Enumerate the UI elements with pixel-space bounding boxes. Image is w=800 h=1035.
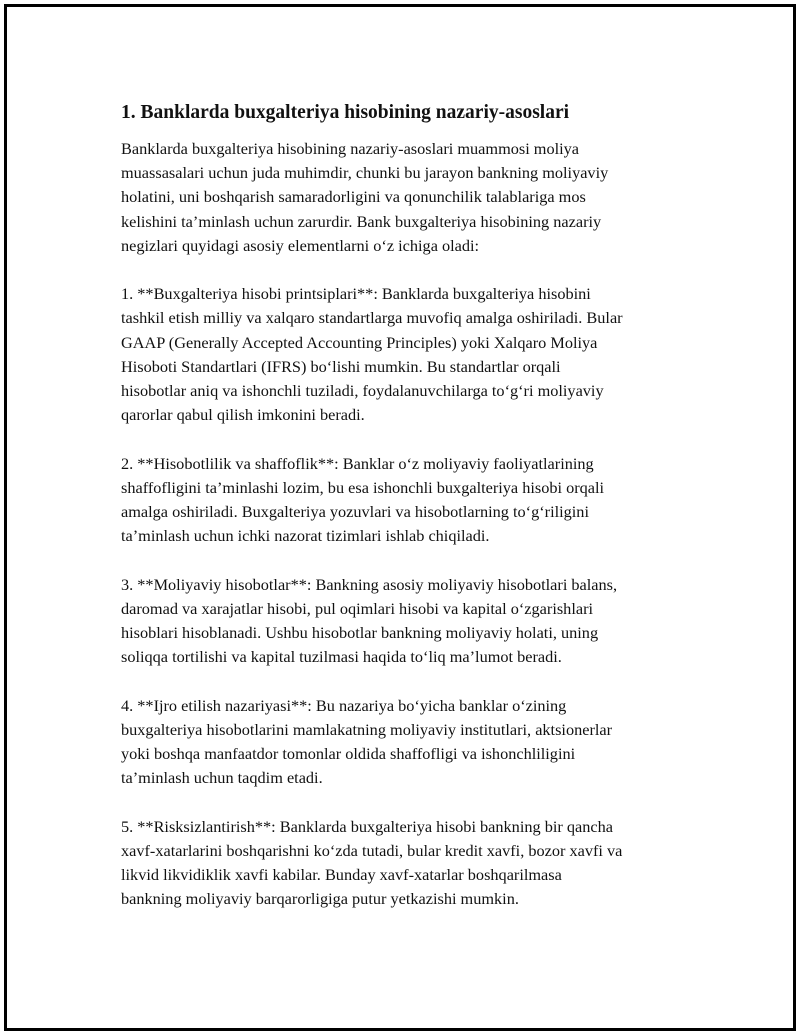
text-line: 5. **Risksizlantirish**: Banklarda buxgalteriya hisobi bankning bir qancha xyxy=(121,816,613,836)
text-line: soliqqa tortilishi va kapital tuzilmasi haqida toʻliq maʼlumot beradi. xyxy=(121,647,562,667)
text-line: hisoblari hisoblanadi. Ushbu hisobotlar bankning moliyaviy holati, uning xyxy=(121,623,599,643)
paragraph-item-4 xyxy=(121,694,701,791)
text-line: xavf-xatarlarini boshqarishni koʻzda tutadi, bular kredit xavfi, bozor xavfi va xyxy=(121,840,623,860)
text-line: daromad va xarajatlar hisobi, pul oqimlari hisobi va kapital oʻzgarishlari xyxy=(121,598,594,618)
paragraph-item-3 xyxy=(121,573,701,670)
text-line: hisobotlar aniq va ishonchli tuziladi, foydalanuvchilarga toʻgʻri moliyaviy xyxy=(121,381,604,401)
text-line: likvid likvidiklik xavfi kabilar. Bunday xavf-xatarlar boshqarilmasa xyxy=(121,865,562,885)
paragraph-intro xyxy=(121,137,701,258)
text-line: 2. **Hisobotlilik va shaffoflik**: Banklar oʻz moliyaviy faoliyatlarining xyxy=(121,453,594,473)
text-line: 3. **Moliyaviy hisobotlar**: Bankning asosiy moliyaviy hisobotlari balans, xyxy=(121,574,618,594)
text-line: muassasalari uchun juda muhimdir, chunki bu jarayon bankning moliyaviy xyxy=(121,163,609,183)
text-line: yoki boshqa manfaatdor tomonlar oldida shaffofligi va ishonchliligini xyxy=(121,744,576,764)
text-line: GAAP (Generally Accepted Accounting Principles) yoki Xalqaro Moliya xyxy=(121,332,598,352)
text-line: negizlari quyidagi asosiy elementlarni oʻz ichiga oladi: xyxy=(121,235,480,255)
text-line: 4. **Ijro etilish nazariyasi**: Bu nazariya boʻyicha banklar oʻzining xyxy=(121,695,567,715)
text-line: tashkil etish milliy va xalqaro standartlarga muvofiq amalga oshiriladi. Bular xyxy=(121,308,623,328)
text-line: Banklarda buxgalteriya hisobining nazariy-asoslari muammosi moliya xyxy=(121,139,580,158)
paragraph-item-1 xyxy=(121,282,701,427)
text-line: taʼminlash uchun taqdim etadi. xyxy=(121,768,323,788)
page-frame xyxy=(4,4,796,1031)
text-line: taʼminlash uchun ichki nazorat tizimlari ishlab chiqiladi. xyxy=(121,526,490,546)
paragraph-item-2 xyxy=(121,452,701,549)
text-line: bankning moliyaviy barqarorligiga putur yetkazishi mumkin. xyxy=(121,889,519,909)
paragraph-item-5 xyxy=(121,815,701,912)
text-line: holatini, uni boshqarish samaradorligini va qonunchilik talablariga mos xyxy=(121,187,586,207)
text-line: 1. **Buxgalteriya hisobi printsiplari**: Banklarda buxgalteriya hisobini xyxy=(121,284,591,304)
text-line: kelishini taʼminlash uchun zarurdir. Bank buxgalteriya hisobining nazariy xyxy=(121,211,602,231)
text-line: amalga oshiriladi. Buxgalteriya yozuvlari va hisobotlarning toʻgʻriligini xyxy=(121,502,589,522)
document-body xyxy=(121,99,701,936)
text-line: Hisoboti Standartlari (IFRS) boʻlishi mumkin. Bu standartlar orqali xyxy=(121,356,561,376)
text-line: qarorlar qabul qilish imkonini beradi. xyxy=(121,405,365,425)
text-line: shaffofligini taʼminlashi lozim, bu esa ishonchli buxgalteriya hisobi orqali xyxy=(121,477,605,497)
document-title: 1. Banklarda buxgalteriya hisobining nazariy-asoslari xyxy=(121,102,570,123)
text-line: buxgalteriya hisobotlarini mamlakatning moliyaviy institutlari, aktsionerlar xyxy=(121,719,613,739)
